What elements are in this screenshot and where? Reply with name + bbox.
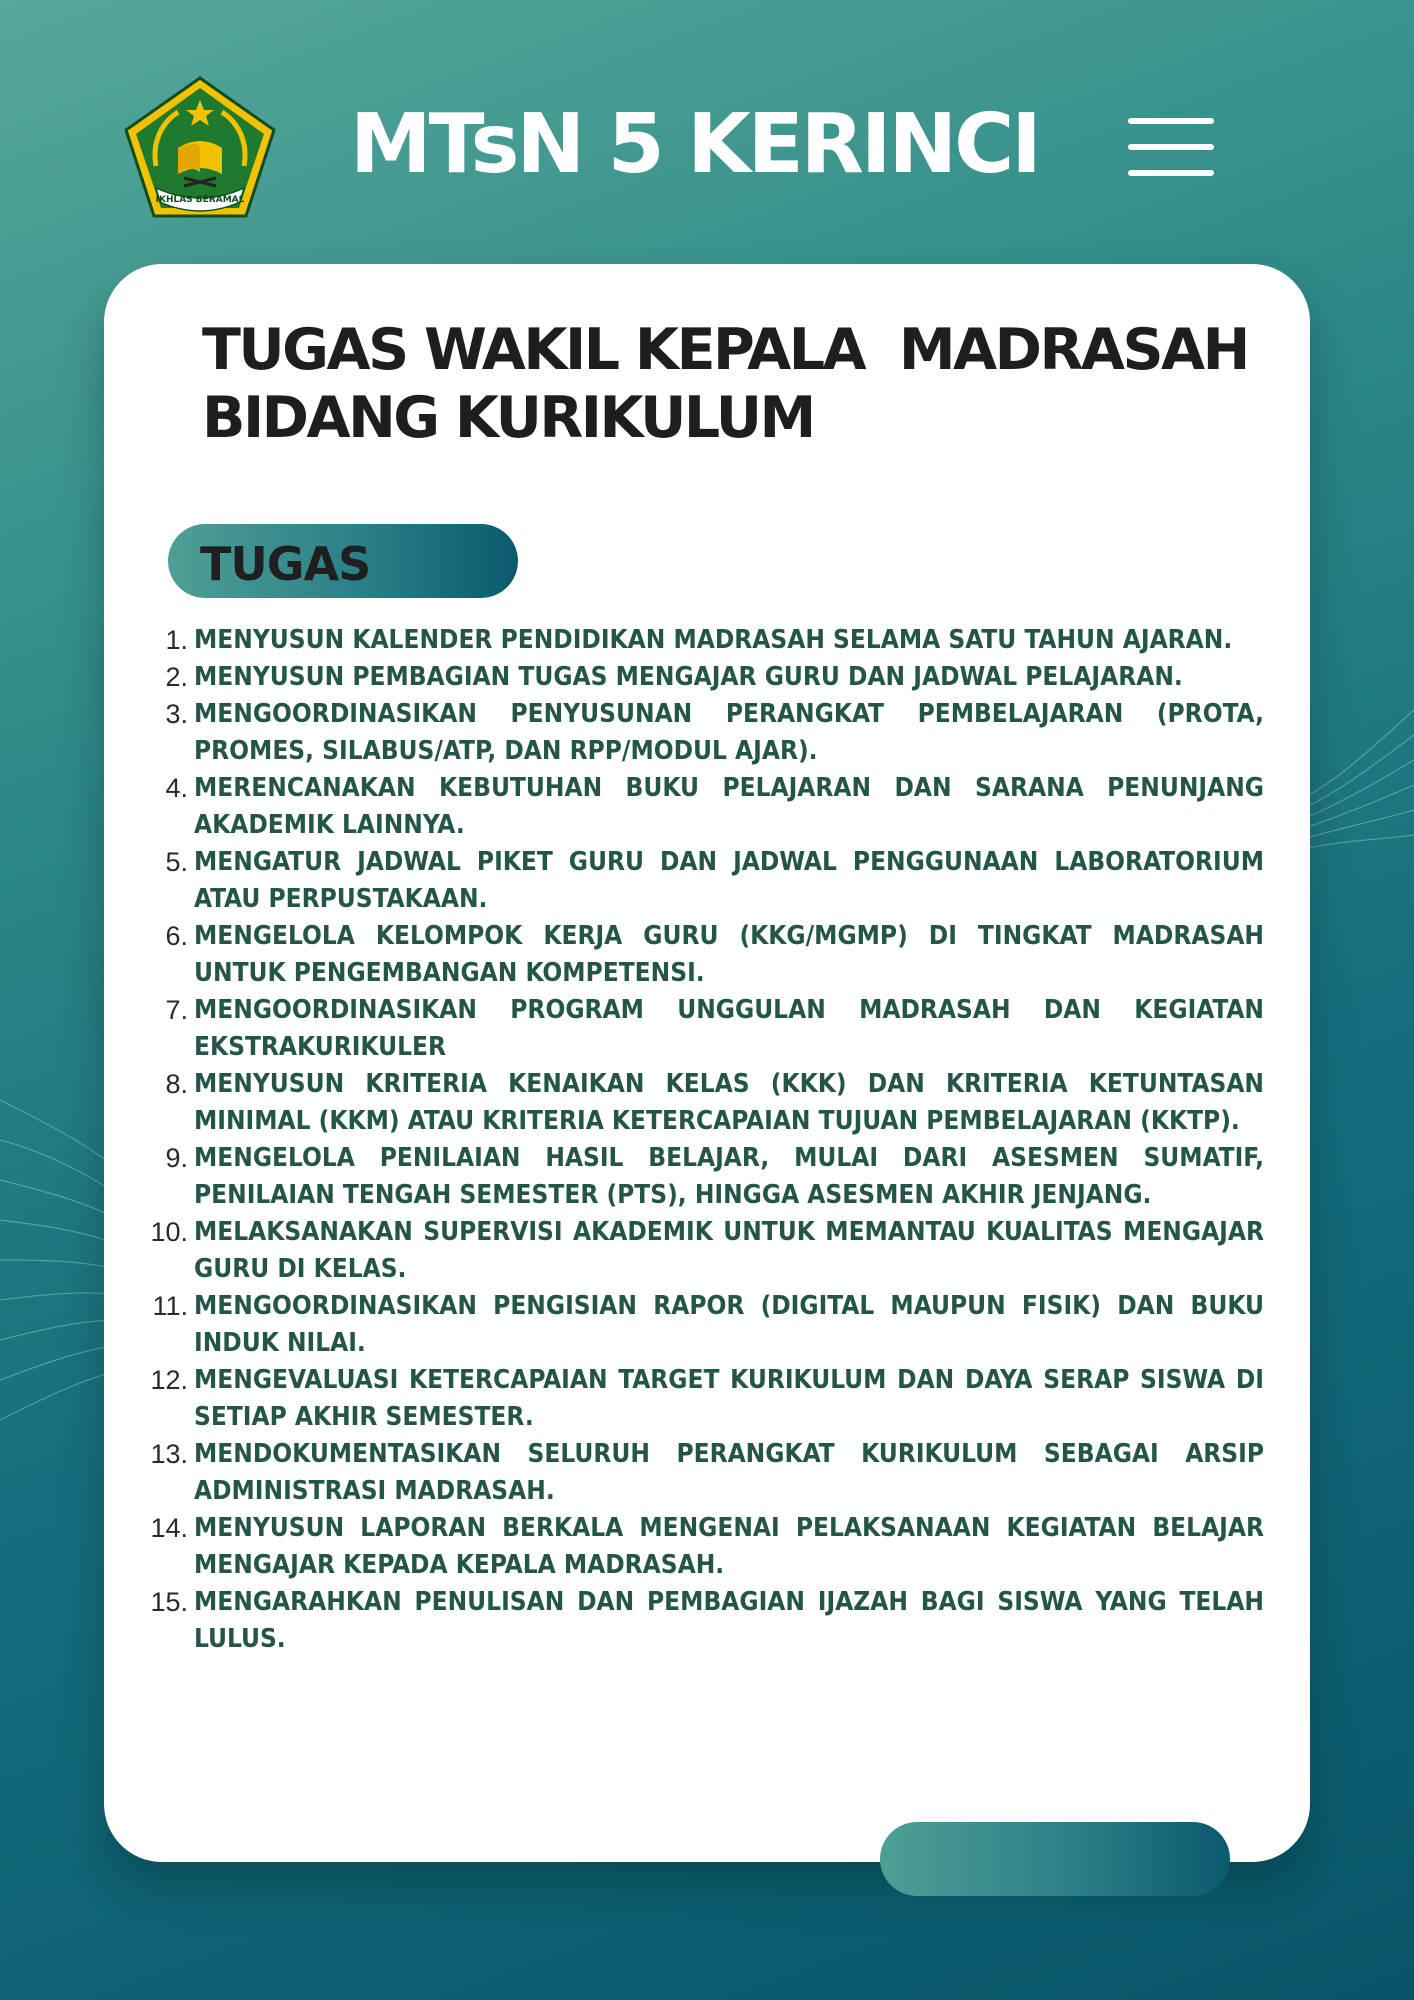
task-number: 11. xyxy=(152,1291,188,1321)
task-text: MENYUSUN KALENDER PENDIDIKAN MADRASAH SELAMA SATU TAHUN AJARAN. xyxy=(194,625,1233,655)
task-item xyxy=(164,992,1264,1066)
task-text: MERENCANAKAN KEBUTUHAN BUKU PELAJARAN DAN SARANA PENUNJANG AKADEMIK LAINNYA. xyxy=(194,773,1264,840)
task-list xyxy=(150,622,1264,1658)
site-title: MTsN 5 KERINCI xyxy=(350,97,1039,192)
content-card xyxy=(104,264,1310,1862)
kemenag-emblem-icon[interactable] xyxy=(122,74,278,220)
task-text: MENGARAHKAN PENULISAN DAN PEMBAGIAN IJAZAH BAGI SISWA YANG TELAH LULUS. xyxy=(194,1587,1264,1654)
task-number: 13. xyxy=(150,1439,188,1469)
task-number: 3. xyxy=(165,699,188,729)
decorative-bottom-pill xyxy=(880,1822,1230,1896)
decorative-wave-right xyxy=(1300,680,1414,880)
section-label: TUGAS xyxy=(200,537,371,591)
task-item xyxy=(164,1066,1264,1140)
task-text: MENGOORDINASIKAN PENYUSUNAN PERANGKAT PEMBELAJARAN (PROTA, PROMES, SILABUS/ATP, DAN RPP/MODUL AJAR). xyxy=(194,699,1264,766)
task-text: MELAKSANAKAN SUPERVISI AKADEMIK UNTUK MEMANTAU KUALITAS MENGAJAR GURU DI KELAS. xyxy=(194,1217,1264,1284)
task-number: 15. xyxy=(150,1587,188,1617)
page-title-line-2: BIDANG KURIKULUM xyxy=(202,385,814,451)
task-number: 7. xyxy=(165,995,188,1025)
task-text: MENGOORDINASIKAN PROGRAM UNGGULAN MADRASAH DAN KEGIATAN EKSTRAKURIKULER xyxy=(194,995,1264,1062)
task-text: MENYUSUN LAPORAN BERKALA MENGENAI PELAKSANAAN KEGIATAN BELAJAR MENGAJAR KEPADA KEPALA MADRASAH. xyxy=(194,1513,1264,1580)
task-number: 6. xyxy=(165,921,188,951)
task-item xyxy=(164,1140,1264,1214)
task-number: 4. xyxy=(165,773,188,803)
task-number: 14. xyxy=(150,1513,188,1543)
task-text: MENYUSUN KRITERIA KENAIKAN KELAS (KKK) DAN KRITERIA KETUNTASAN MINIMAL (KKM) ATAU KRITERIA KETERCAPAIAN TUJUAN PEMBELAJARAN (KKTP). xyxy=(194,1069,1264,1136)
decorative-wave-left xyxy=(0,1080,120,1440)
task-item xyxy=(150,1214,1264,1288)
task-item xyxy=(150,1510,1264,1584)
logo-motto: IKHLAS BERAMAL xyxy=(155,195,245,205)
task-item xyxy=(164,770,1264,844)
task-item xyxy=(150,1436,1264,1510)
page-title xyxy=(202,316,1248,452)
task-item xyxy=(152,1288,1264,1362)
task-number: 1. xyxy=(165,625,188,655)
task-text: MENGOORDINASIKAN PENGISIAN RAPOR (DIGITAL MAUPUN FISIK) DAN BUKU INDUK NILAI. xyxy=(194,1291,1264,1358)
task-number: 2. xyxy=(165,662,188,692)
task-number: 8. xyxy=(165,1069,188,1099)
task-item xyxy=(150,1584,1264,1658)
task-number: 9. xyxy=(165,1143,188,1173)
task-item xyxy=(164,696,1264,770)
menu-bar xyxy=(1128,118,1214,124)
hamburger-menu-icon[interactable] xyxy=(1128,116,1214,180)
page-title-line-1: TUGAS WAKIL KEPALA MADRASAH xyxy=(202,317,1248,383)
task-text: MENYUSUN PEMBAGIAN TUGAS MENGAJAR GURU DAN JADWAL PELAJARAN. xyxy=(194,662,1183,692)
task-item xyxy=(164,659,1264,696)
task-number: 12. xyxy=(150,1365,188,1395)
task-number: 5. xyxy=(165,847,188,877)
task-text: MENDOKUMENTASIKAN SELURUH PERANGKAT KURIKULUM SEBAGAI ARSIP ADMINISTRASI MADRASAH. xyxy=(194,1439,1264,1506)
menu-bar xyxy=(1128,170,1214,176)
section-pill xyxy=(168,524,518,598)
task-item xyxy=(164,918,1264,992)
task-item xyxy=(164,844,1264,918)
task-text: MENGELOLA KELOMPOK KERJA GURU (KKG/MGMP) DI TINGKAT MADRASAH UNTUK PENGEMBANGAN KOMPETENSI. xyxy=(194,921,1264,988)
task-number: 10. xyxy=(150,1217,188,1247)
task-item xyxy=(150,1362,1264,1436)
task-text: MENGELOLA PENILAIAN HASIL BELAJAR, MULAI DARI ASESMEN SUMATIF, PENILAIAN TENGAH SEMESTER (PTS), HINGGA ASESMEN AKHIR JENJANG. xyxy=(194,1143,1264,1210)
task-text: MENGATUR JADWAL PIKET GURU DAN JADWAL PENGGUNAAN LABORATORIUM ATAU PERPUSTAKAAN. xyxy=(194,847,1264,914)
menu-bar xyxy=(1128,144,1214,150)
task-item xyxy=(164,622,1264,659)
task-text: MENGEVALUASI KETERCAPAIAN TARGET KURIKULUM DAN DAYA SERAP SISWA DI SETIAP AKHIR SEMESTER. xyxy=(194,1365,1264,1432)
